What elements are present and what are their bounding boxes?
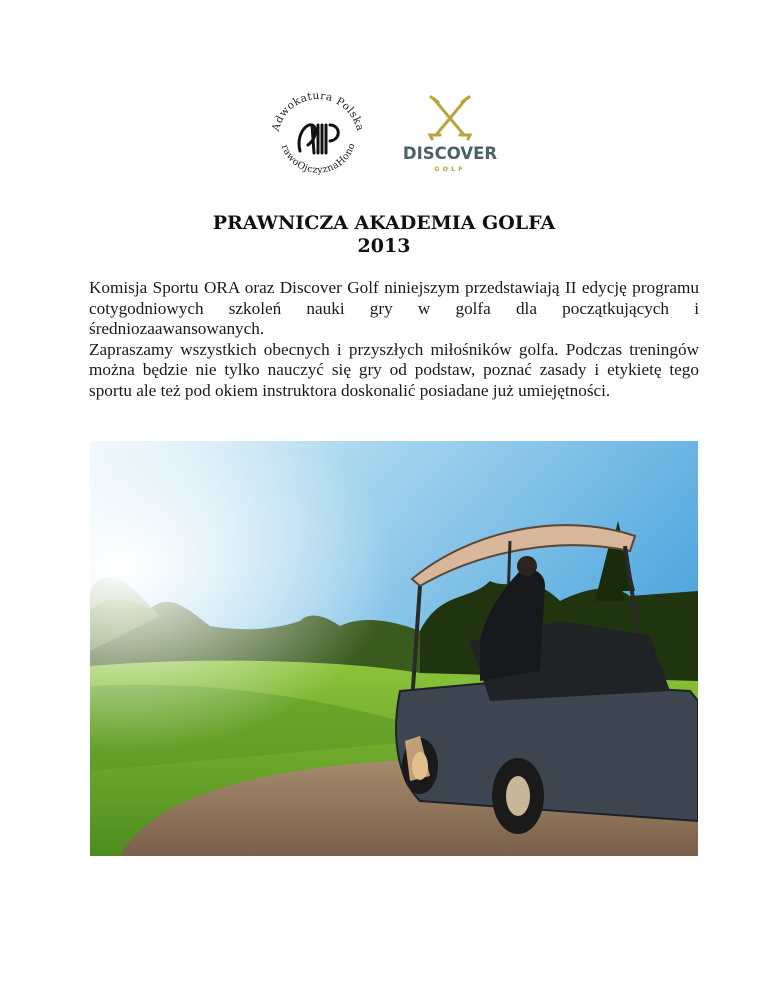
body-text: [89, 278, 699, 401]
adwokatura-logo-graphic: [262, 85, 374, 185]
discover-golf-logo-graphic: [398, 93, 502, 175]
title-line-2: 2013: [357, 235, 411, 257]
golf-cart-photo: [90, 441, 698, 856]
discover-golf-name: DISCOVER: [402, 144, 498, 163]
paragraph-invitation: Zapraszamy wszystkich obecnych i przyszłych miłośników golfa. Podczas treningów można będzie nie tylko nauczyć się gry od podstaw, poznać zasady i etykietę tego sportu ale też pod okiem instruktora doskonalić posiadane już umiejętności.: [89, 339, 699, 400]
discover-golf-sub: GOLF: [434, 165, 466, 173]
golf-cart-on-course-photo: [90, 441, 698, 856]
title-line-1: PRAWNICZA AKADEMIA GOLFA: [212, 212, 556, 234]
svg-text:PrawoOjczyznaHonor: rawoOjczyznaHono: [278, 141, 358, 176]
document-title: [0, 212, 768, 258]
discover-golf-logo: [398, 93, 502, 175]
paragraph-intro: Komisja Sportu ORA oraz Discover Golf niniejszym przedstawiają II edycję programu cotygodniowych szkoleń nauki gry w golfa dla początkujących i średniozaawansowanych.: [89, 278, 699, 338]
adwokatura-polska-logo: [262, 85, 374, 185]
svg-text:Adwokatura Polska: Adwokatura Polska: [269, 89, 367, 133]
crossed-golf-clubs-icon: [430, 97, 470, 139]
logos-row: [0, 85, 768, 185]
